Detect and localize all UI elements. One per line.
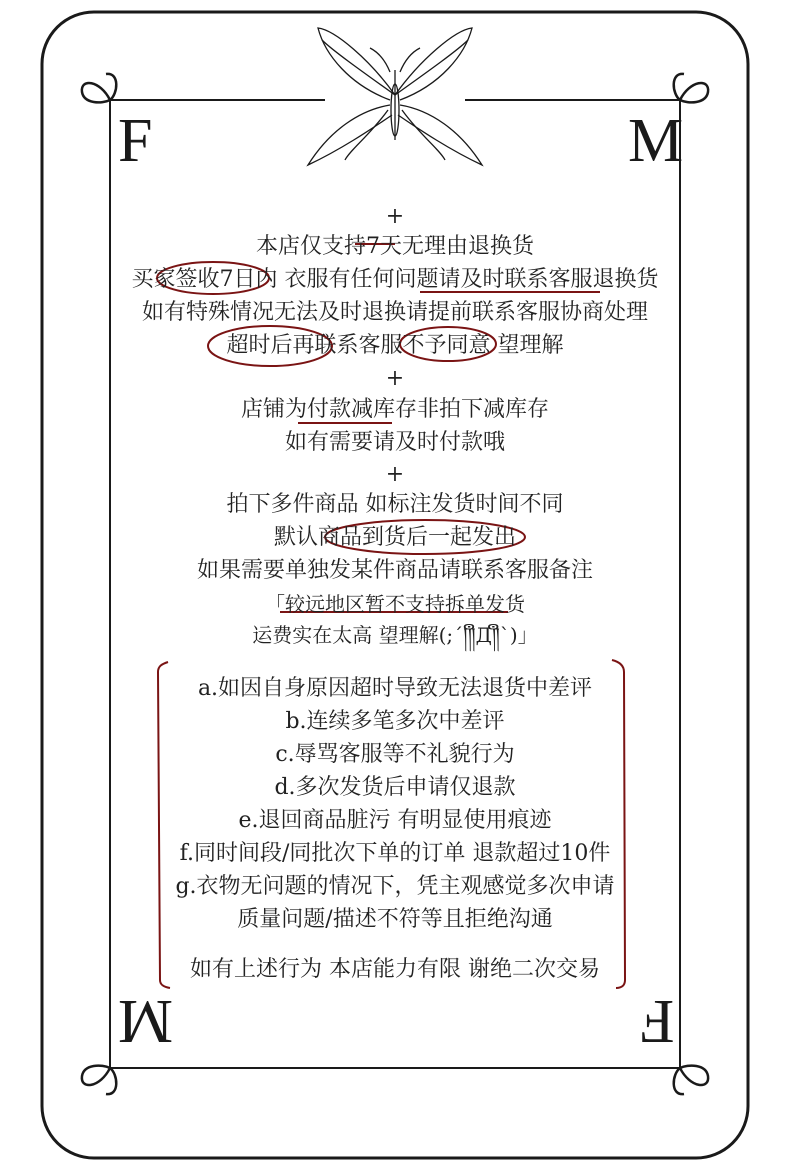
- rule-item: a.如因自身原因超时导致无法退货中差评: [197, 676, 593, 701]
- policy-line: 本店仅支持7天无理由退换货: [256, 234, 534, 259]
- rule-item: c.辱骂客服等不礼貌行为: [275, 742, 515, 767]
- butterfly-icon: [308, 28, 482, 165]
- rule-item: g.衣物无问题的情况下，凭主观感觉多次申请: [175, 874, 615, 899]
- policy-line: 运费实在太高 望理解(;´།༎ຶД༎ຶ`)」: [252, 623, 538, 647]
- rule-item: 质量问题/描述不符等且拒绝沟通: [237, 907, 553, 932]
- policy-line: 如有特殊情况无法及时退换请提前联系客服协商处理: [141, 300, 648, 325]
- policy-line: 拍下多件商品 如标注发货时间不同: [226, 492, 564, 517]
- corner-letter-top-right: M: [628, 107, 684, 175]
- policy-line: 如有需要请及时付款哦: [284, 430, 505, 455]
- policy-line: 如果需要单独发某件商品请联系客服备注: [196, 558, 593, 583]
- section-divider-plus: +: [385, 366, 405, 391]
- policy-line: 买家签收7日内 衣服有任何问题请及时联系客服退换货: [131, 267, 659, 292]
- rule-item: b.连续多笔多次中差评: [285, 709, 505, 734]
- corner-letter-bottom-right: F: [640, 987, 675, 1055]
- corner-letter-bottom-left: M: [118, 987, 174, 1055]
- rule-item: e.退回商品脏污 有明显使用痕迹: [238, 808, 552, 833]
- rule-footer: 如有上述行为 本店能力有限 谢绝二次交易: [190, 957, 600, 982]
- section-divider-plus: +: [385, 204, 405, 229]
- section-divider-plus: +: [385, 462, 405, 487]
- policy-line: 默认商品到货后一起发出: [273, 525, 516, 550]
- policy-line: 超时后再联系客服不予同意 望理解: [226, 333, 564, 358]
- corner-letter-top-left: F: [118, 107, 153, 175]
- rule-item: d.多次发货后申请仅退款: [274, 775, 516, 800]
- policy-line: 店铺为付款减库存非拍下减库存: [240, 397, 549, 422]
- policy-line: 「较远地区暂不支持拆单发货: [265, 592, 525, 616]
- rule-item: f.同时间段/同批次下单的订单 退款超过10件: [179, 841, 611, 866]
